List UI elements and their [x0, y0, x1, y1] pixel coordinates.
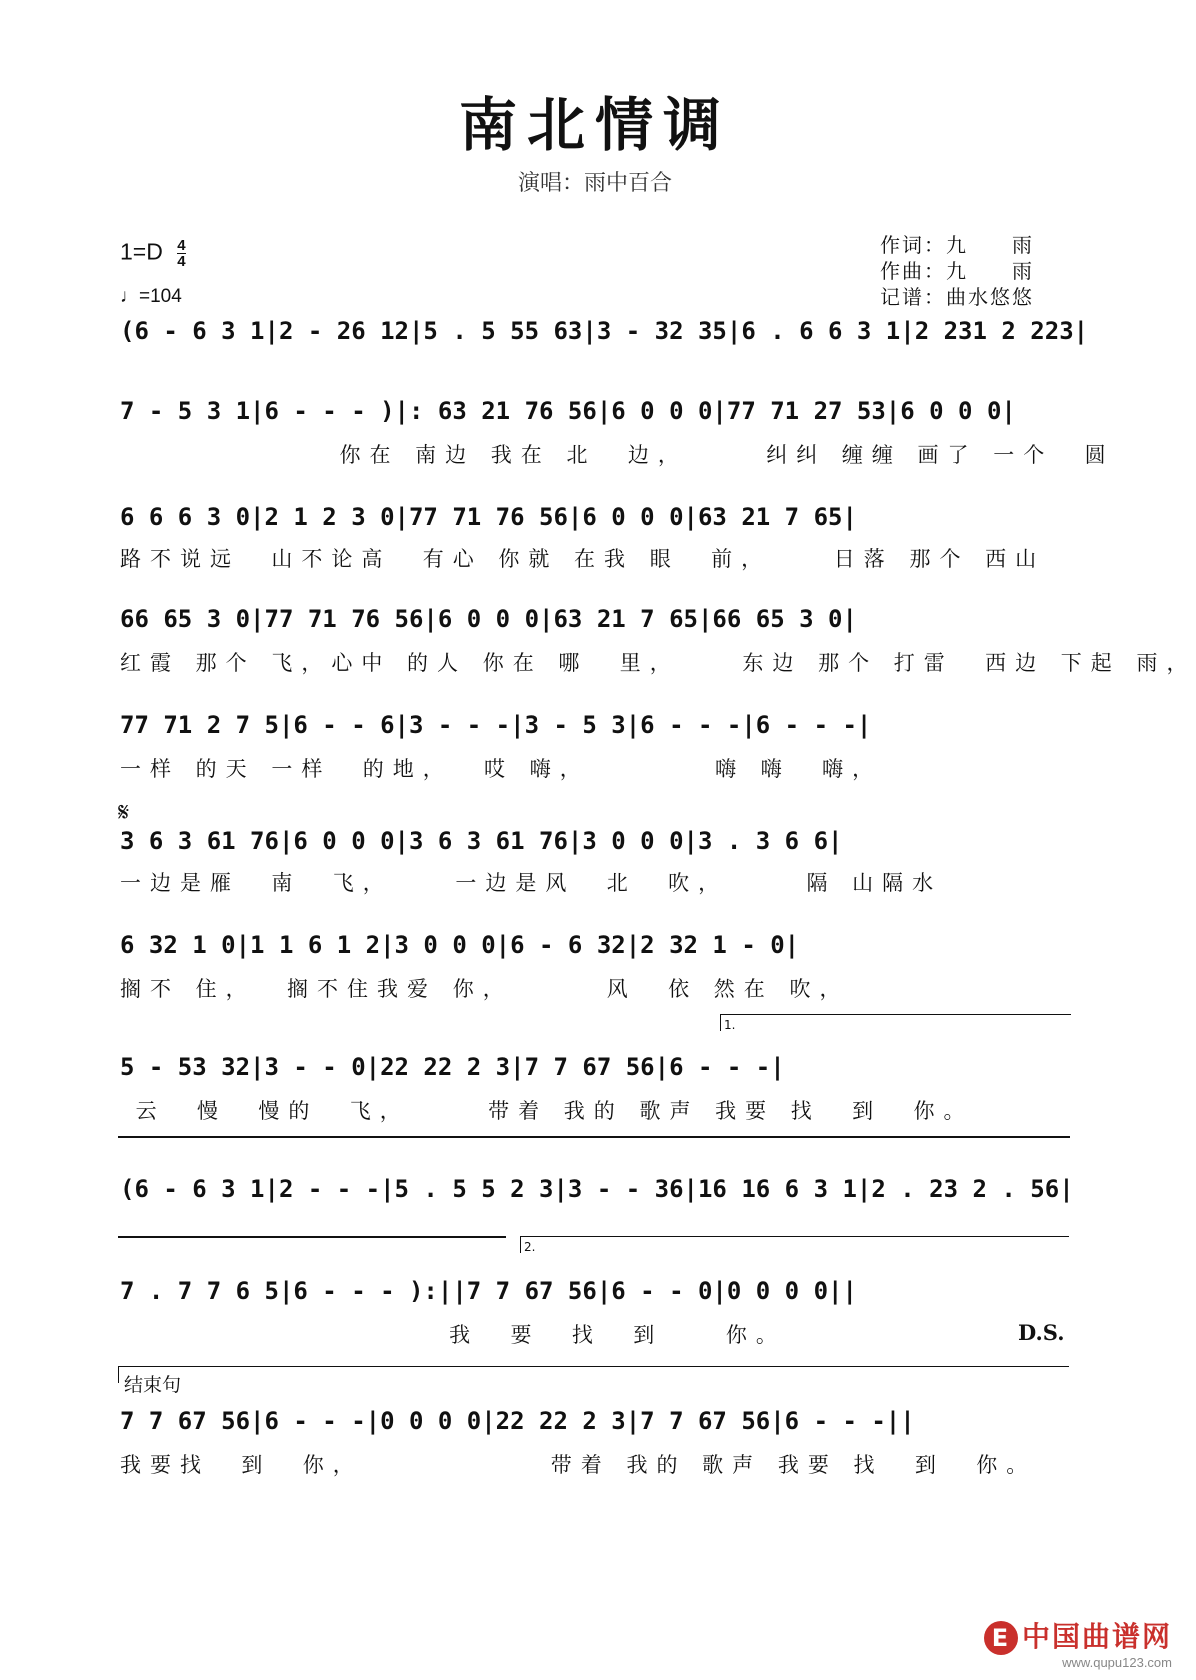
- system-3-lyrics: 路不说远 山不论高 有心 你就 在我 眼 前， 日落 那个 西山: [120, 547, 1046, 571]
- system-1-notes: (6 - 6 3 1|2 - 26 12|5 . 5 55 63|3 - 32 35|6 . 6 6 3 1|2 231 2 223|: [120, 317, 1089, 345]
- system-3-notes: 6 6 6 3 0|2 1 2 3 0|77 71 76 56|6 0 0 0|63 21 7 65|: [120, 503, 857, 531]
- system-8-notes: 5 - 53 32|3 - - 0|22 22 2 3|7 7 67 56|6 - - -|: [120, 1053, 785, 1081]
- system-8-lyrics: 云 慢 慢的 飞， 带着 我的 歌声 我要 找 到 你。: [120, 1099, 974, 1123]
- ending-label: 结束句: [124, 1374, 182, 1396]
- watermark-site: 中国曲谱网: [1021, 1620, 1172, 1653]
- transcriber-credit: 记谱：曲水悠悠: [880, 285, 1034, 309]
- system-2-notes: 7 - 5 3 1|6 - - - )|: 63 21 76 56|6 0 0 0|77 71 27 53|6 0 0 0|: [120, 397, 1016, 425]
- dal-segno-mark: D.S.: [1018, 1320, 1065, 1345]
- time-top: 4: [177, 237, 186, 254]
- volta-2-bracket: [520, 1236, 1069, 1253]
- system-9-notes: (6 - 6 3 1|2 - - -|5 . 5 5 2 3|3 - - 36|16 16 6 3 1|2 . 23 2 . 56|: [120, 1175, 1074, 1203]
- system-4-lyrics: 红霞 那个 飞，心中 的人 你在 哪 里， 东边 那个 打雷 西边 下起 雨，: [120, 651, 1196, 675]
- system-4-notes: 66 65 3 0|77 71 76 56|6 0 0 0|63 21 7 65|66 65 3 0|: [120, 605, 857, 633]
- credits-block: [880, 232, 1034, 310]
- system-6-notes: 3 6 3 61 76|6 0 0 0|3 6 3 61 76|3 0 0 0|3 . 3 6 6|: [120, 827, 843, 855]
- system-11-lyrics: 我要找 到 你， 带着 我的 歌声 我要 找 到 你。: [120, 1453, 1037, 1477]
- site-watermark: [984, 1615, 1172, 1670]
- watermark-url: www.qupu123.com: [1062, 1655, 1172, 1670]
- system-10-notes: 7 . 7 7 6 5|6 - - - ):||7 7 67 56|6 - - 0|0 0 0 0||: [120, 1277, 857, 1305]
- e-logo-icon: E: [984, 1621, 1018, 1655]
- ending-bracket: [118, 1366, 1069, 1383]
- volta-1-bracket: [720, 1014, 1071, 1031]
- volta-2-label: 2.: [524, 1240, 536, 1254]
- system-7-notes: 6 32 1 0|1 1 6 1 2|3 0 0 0|6 - 6 32|2 32 1 - 0|: [120, 931, 800, 959]
- key-label: 1=D: [120, 238, 163, 265]
- system-5-lyrics: 一样 的天 一样 的地， 哎 嗨， 嗨 嗨 嗨，: [120, 757, 883, 781]
- system-11-notes: 7 7 67 56|6 - - -|0 0 0 0|22 22 2 3|7 7 67 56|6 - - -||: [120, 1407, 915, 1435]
- system-5-notes: 77 71 2 7 5|6 - - 6|3 - - -|3 - 5 3|6 - - -|6 - - -|: [120, 711, 872, 739]
- volta-1-label: 1.: [724, 1018, 736, 1032]
- volta-1-continuation-line: [118, 1236, 506, 1238]
- watermark-logo: [984, 1615, 1172, 1655]
- tempo-marking: ♩=104: [120, 286, 182, 307]
- singer-credit: 演唱：雨中百合: [517, 171, 672, 196]
- page-title: 南北情调: [458, 91, 731, 159]
- system-2-lyrics: 你在 南边 我在 北 边， 纠纠 缠缠 画了 一个 圆: [120, 443, 1115, 467]
- segno-sign: 𝄋: [118, 798, 130, 828]
- system-7-lyrics: 搁不 住， 搁不住我爱 你， 风 依 然在 吹，: [120, 977, 850, 1001]
- lyricist-credit: 作词：九 雨: [880, 233, 1034, 257]
- system-10-lyrics: 我 要 找 到 你。: [120, 1323, 786, 1347]
- system-6-lyrics: 一边是雁 南 飞， 一边是风 北 吹， 隔 山隔水: [120, 871, 943, 895]
- time-bottom: 4: [177, 253, 186, 270]
- time-signature: [177, 238, 185, 269]
- section-divider: [118, 1136, 1070, 1138]
- key-signature: [120, 238, 186, 269]
- composer-credit: 作曲：九 雨: [880, 259, 1034, 283]
